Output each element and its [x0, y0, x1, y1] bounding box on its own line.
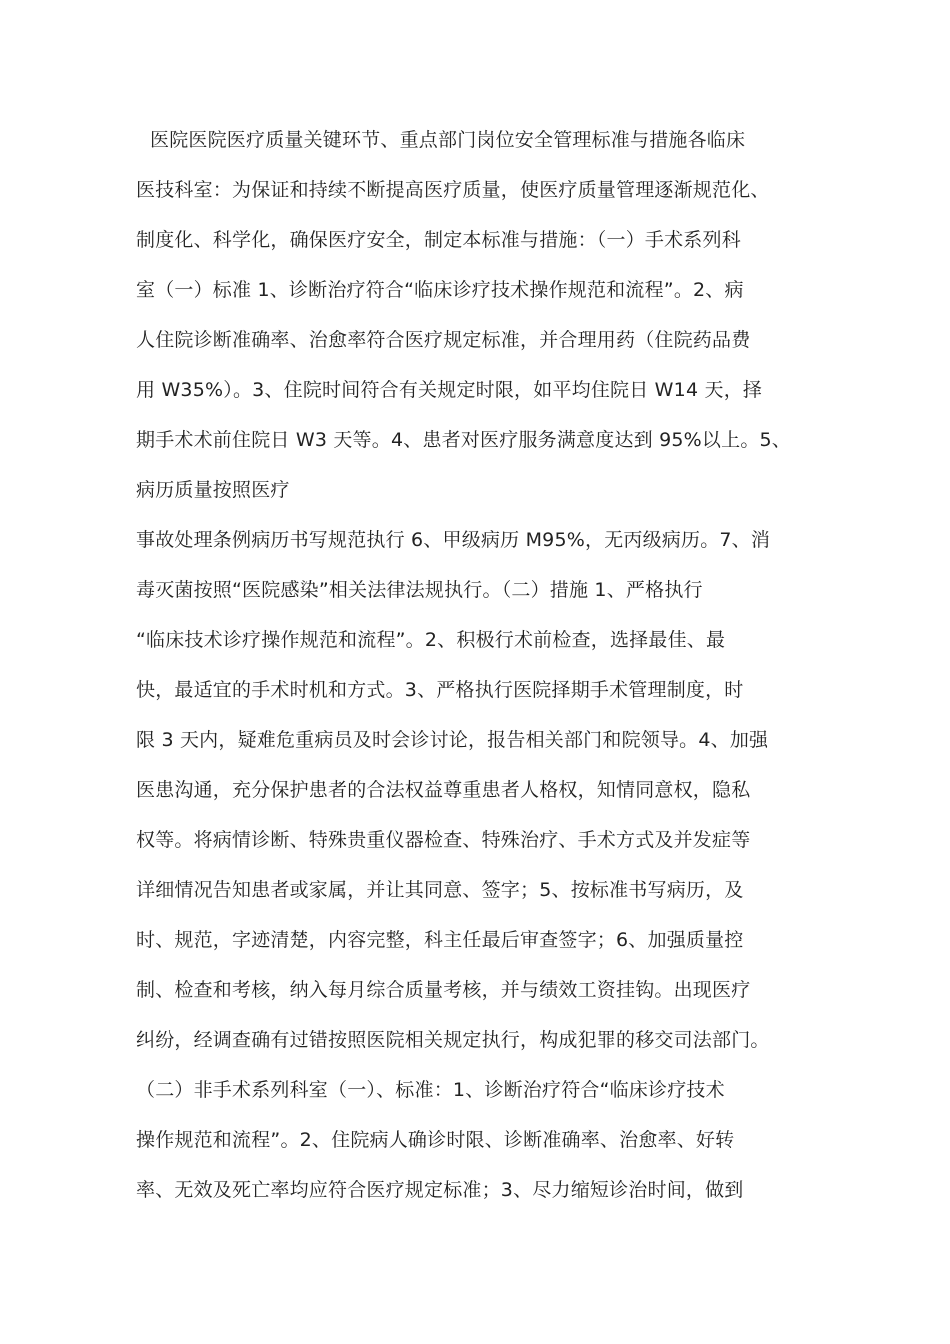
text-line: 病历质量按照医疗: [136, 479, 290, 501]
text-line: 医患沟通，充分保护患者的合法权益尊重患者人格权，知情同意权，隐私: [136, 779, 751, 801]
text-line: 人住院诊断准确率、治愈率符合医疗规定标准，并合理用药（住院药品费: [136, 329, 751, 351]
text-line: 期手术术前住院日 W3 天等。4、患者对医疗服务满意度达到 95%以上。5、: [136, 429, 792, 451]
text-line: 事故处理条例病历书写规范执行 6、甲级病历 M95%，无丙级病历。7、消: [136, 529, 771, 551]
text-line: 室（一）标准 1、诊断治疗符合“临床诊疗技术操作规范和流程”。2、病: [136, 279, 744, 301]
text-line: 毒灭菌按照“医院感染”相关法律法规执行。（二）措施 1、严格执行: [136, 579, 703, 601]
text-line: 权等。将病情诊断、特殊贵重仪器检查、特殊治疗、手术方式及并发症等: [136, 829, 751, 851]
text-line: 用 W35%）。3、住院时间符合有关规定时限，如平均住院日 W14 天，择: [136, 379, 763, 401]
text-line: 制度化、科学化，确保医疗安全，制定本标准与措施：（一）手术系列科: [136, 229, 741, 251]
text-line: 纠纷，经调查确有过错按照医院相关规定执行，构成犯罪的移交司法部门。: [136, 1029, 770, 1051]
text-line: 时、规范，字迹清楚，内容完整，科主任最后审查签字；6、加强质量控: [136, 929, 744, 951]
text-line: 率、无效及死亡率均应符合医疗规定标准；3、尽力缩短诊治时间，做到: [136, 1179, 744, 1201]
text-line: 限 3 天内，疑难危重病员及时会诊讨论，报告相关部门和院领导。4、加强: [136, 729, 769, 751]
text-line: 详细情况告知患者或家属，并让其同意、签字；5、按标准书写病历，及: [136, 879, 744, 901]
text-line: （二）非手术系列科室（一）、标准：1、诊断治疗符合“临床诊疗技术: [136, 1079, 725, 1101]
text-line: “临床技术诊疗操作规范和流程”。2、积极行术前检查，选择最佳、最: [136, 629, 726, 651]
text-line: 制、检查和考核，纳入每月综合质量考核，并与绩效工资挂钩。出现医疗: [136, 979, 751, 1001]
text-line: 医院医院医疗质量关键环节、重点部门岗位安全管理标准与措施各临床: [150, 129, 746, 151]
text-line: 快，最适宜的手术时机和方式。3、严格执行医院择期手术管理制度，时: [136, 679, 744, 701]
text-line: 操作规范和流程”。2、住院病人确诊时限、诊断准确率、治愈率、好转: [136, 1129, 735, 1151]
text-line: 医技科室：为保证和持续不断提高医疗质量，使医疗质量管理逐渐规范化、: [136, 179, 770, 201]
